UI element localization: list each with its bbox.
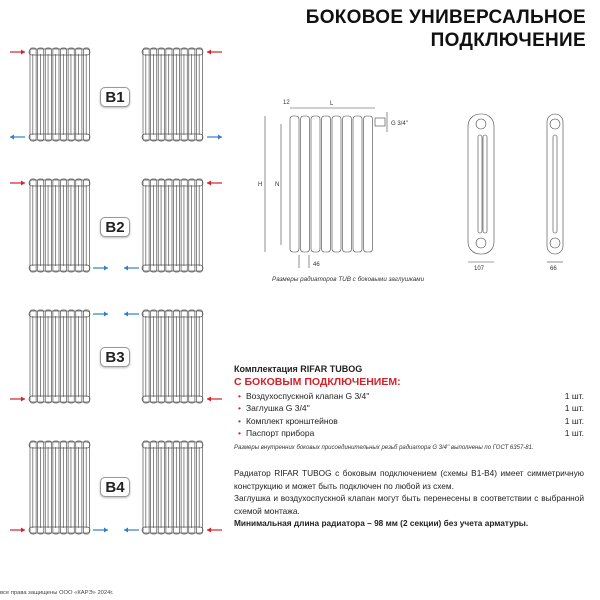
kit-note: Размеры внутренних боковых присоединительных резьб радиатора G 3/4'' выполнены по ГОСТ 6357-81.: [234, 445, 534, 452]
dimension-pitch: 46: [313, 262, 320, 268]
inlet-arrow-icon: [10, 528, 25, 533]
inlet-arrow-icon: [10, 397, 25, 402]
outlet-arrow-icon: [93, 266, 108, 271]
dimension-axis: N: [275, 182, 280, 188]
radiator-right: [142, 179, 203, 272]
drawing-caption: Размеры радиаторов TUB с боковыми заглушками: [272, 276, 425, 283]
dimension-depth2: 66: [550, 266, 557, 272]
outlet-arrow-icon: [207, 135, 222, 140]
kit-item: • Паспорт прибора 1 шт.: [238, 427, 584, 438]
bullet-icon: •: [238, 415, 241, 426]
outlet-arrow-icon: [93, 312, 108, 317]
outlet-arrow-icon: [124, 312, 139, 317]
dimension-offset: 12: [283, 100, 290, 106]
radiator-left: [29, 48, 90, 141]
scheme-label-b1: B1: [100, 87, 130, 107]
kit-item: • Воздухоспускной клапан G 3/4'' 1 шт.: [238, 391, 584, 401]
inlet-arrow-icon: [207, 181, 222, 186]
outlet-arrow-icon: [10, 135, 25, 140]
inlet-arrow-icon: [207, 50, 222, 55]
dimension-depth1: 107: [474, 266, 485, 272]
dimension-height: H: [258, 182, 263, 188]
copyright: все права защищены ООО «КАРЭ» 2024г.: [0, 590, 114, 596]
kit-item: • Заглушка G 3/4'' 1 шт.: [238, 403, 584, 414]
radiator-right: [142, 48, 203, 141]
dimension-length: L: [330, 101, 334, 107]
kit-list: [234, 390, 584, 439]
outlet-arrow-icon: [124, 528, 139, 533]
outlet-arrow-icon: [124, 266, 139, 271]
description: Радиатор RIFAR TUBOG с боковым подключением (схемы B1-B4) имеет симметричную конструкцию и может быть подключен по любой из схем. Заглушка и воздухоспускной клапан могут быть перенесены в соответствии с выбранной схемой монтажа. Минимальная длина радиатора – 98 мм (2 секции) без учета арматуры.: [234, 468, 584, 528]
kit-item: • Комплект кронштейнов 1 шт.: [238, 415, 584, 426]
scheme-label-b2: B2: [100, 217, 130, 237]
radiator-left: [29, 310, 90, 403]
dimension-thread: G 3/4'': [391, 121, 408, 127]
dimension-drawing: [265, 108, 563, 268]
bullet-icon: •: [238, 403, 241, 414]
radiator-left: [29, 441, 90, 534]
scheme-label-b3: B3: [100, 347, 130, 367]
kit-section: [234, 364, 584, 451]
inlet-arrow-icon: [10, 181, 25, 186]
bullet-icon: •: [238, 427, 241, 438]
radiator-right: [142, 310, 203, 403]
inlet-arrow-icon: [207, 528, 222, 533]
inlet-arrow-icon: [207, 397, 222, 402]
kit-heading: Комплектация RIFAR TUBOG: [234, 364, 363, 374]
kit-subheading: С БОКОВЫМ ПОДКЛЮЧЕНИЕМ:: [234, 376, 401, 388]
inlet-arrow-icon: [10, 50, 25, 55]
radiator-left: [29, 179, 90, 272]
bullet-icon: •: [238, 391, 241, 401]
outlet-arrow-icon: [93, 528, 108, 533]
radiator-right: [142, 441, 203, 534]
scheme-label-b4: B4: [100, 477, 130, 497]
page-title: БОКОВОЕ УНИВЕРСАЛЬНОЕ ПОДКЛЮЧЕНИЕ: [305, 7, 586, 51]
